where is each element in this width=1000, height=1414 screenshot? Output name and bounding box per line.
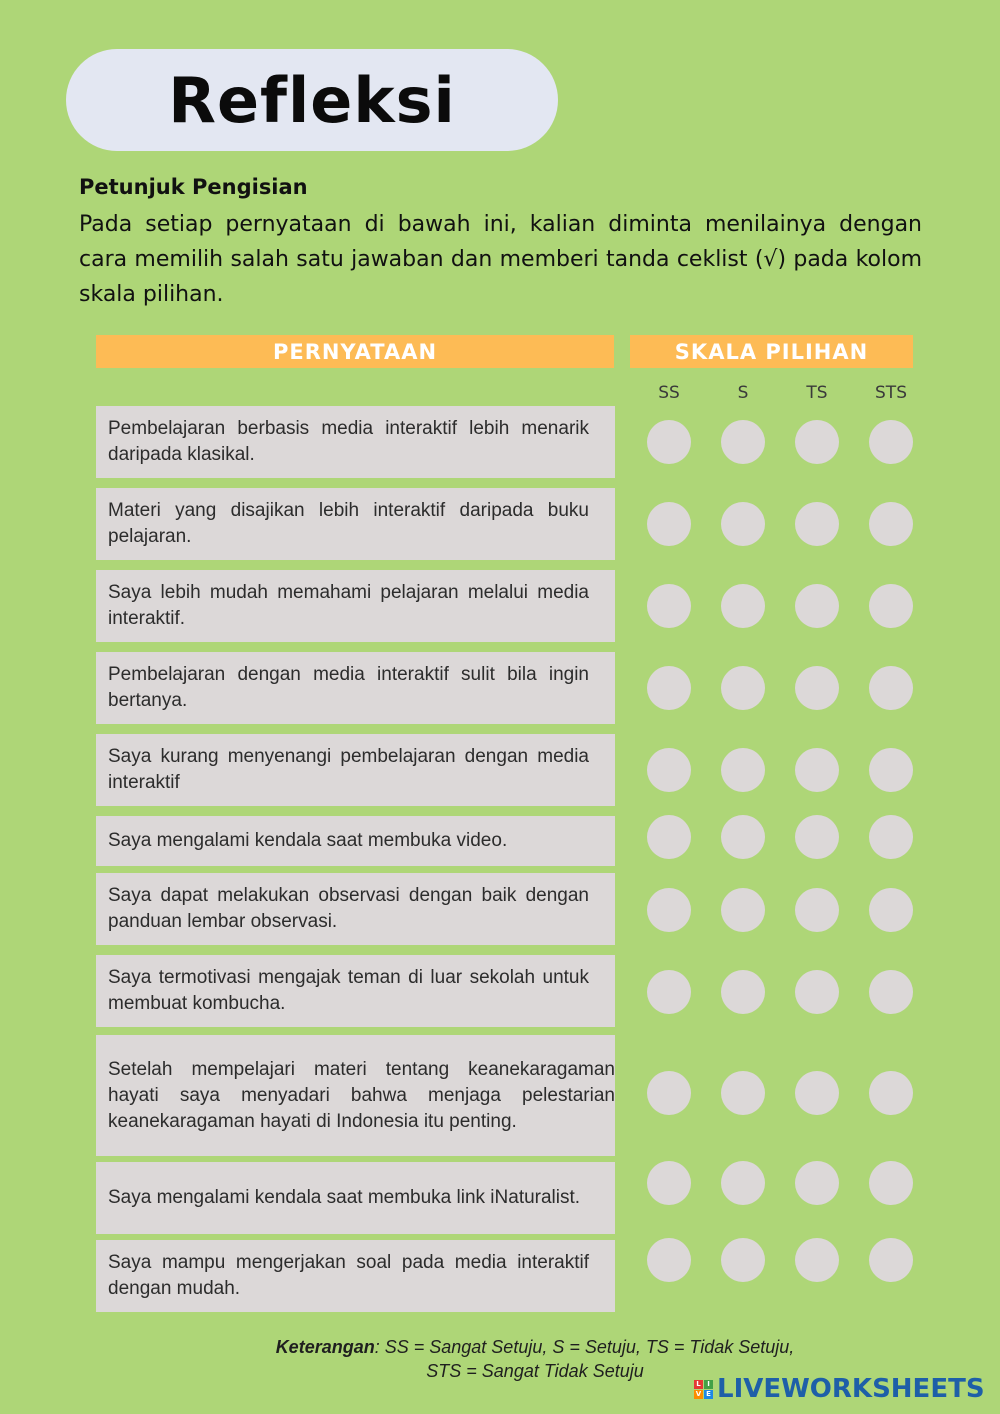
radio-ts[interactable] bbox=[795, 748, 839, 792]
radio-sts[interactable] bbox=[869, 748, 913, 792]
logo-letter: E bbox=[704, 1390, 713, 1399]
radio-ss[interactable] bbox=[647, 1071, 691, 1115]
legend-line-1 bbox=[0, 1335, 1000, 1359]
radio-sts[interactable] bbox=[869, 1161, 913, 1205]
statement-row-2 bbox=[96, 488, 615, 560]
statement-row-3 bbox=[96, 570, 615, 642]
statement-row-9 bbox=[96, 1035, 615, 1156]
radio-ts[interactable] bbox=[795, 584, 839, 628]
scale-label-ts: TS bbox=[806, 383, 828, 403]
statement-row-11 bbox=[96, 1240, 615, 1312]
radio-s[interactable] bbox=[721, 970, 765, 1014]
radio-s[interactable] bbox=[721, 888, 765, 932]
scale-label-sts: STS bbox=[875, 383, 907, 403]
radio-sts[interactable] bbox=[869, 888, 913, 932]
radio-ss[interactable] bbox=[647, 502, 691, 546]
radio-sts[interactable] bbox=[869, 1071, 913, 1115]
radio-ts[interactable] bbox=[795, 502, 839, 546]
radio-ts[interactable] bbox=[795, 1238, 839, 1282]
scale-label-ss: SS bbox=[658, 383, 680, 403]
radio-sts[interactable] bbox=[869, 420, 913, 464]
statement-text: Saya mampu mengerjakan soal pada media interaktif dengan mudah. bbox=[108, 1252, 589, 1299]
radio-s[interactable] bbox=[721, 1161, 765, 1205]
radio-ss[interactable] bbox=[647, 1161, 691, 1205]
brand-name: LIVEWORKSHEETS bbox=[717, 1374, 985, 1404]
statement-text: Saya termotivasi mengajak teman di luar sekolah untuk membuat kombucha. bbox=[108, 967, 589, 1014]
radio-ts[interactable] bbox=[795, 1161, 839, 1205]
liveworksheets-logo-icon bbox=[694, 1380, 713, 1399]
statement-text: Pembelajaran berbasis media interaktif lebih menarik daripada klasikal. bbox=[108, 418, 589, 465]
legend-line-2: STS = Sangat Tidak Setuju bbox=[426, 1361, 644, 1381]
radio-ss[interactable] bbox=[647, 970, 691, 1014]
logo-letter: V bbox=[695, 1389, 702, 1398]
liveworksheets-brand[interactable] bbox=[694, 1374, 985, 1404]
radio-ts[interactable] bbox=[795, 815, 839, 859]
statement-text: Saya kurang menyenangi pembelajaran dengan media interaktif bbox=[108, 746, 589, 793]
radio-s[interactable] bbox=[721, 748, 765, 792]
statement-row-6 bbox=[96, 816, 615, 866]
radio-s[interactable] bbox=[721, 420, 765, 464]
statement-row-1 bbox=[96, 406, 615, 478]
radio-sts[interactable] bbox=[869, 815, 913, 859]
statement-text: Materi yang disajikan lebih interaktif daripada buku pelajaran. bbox=[108, 500, 589, 547]
radio-ss[interactable] bbox=[647, 888, 691, 932]
legend-label: Keterangan bbox=[275, 1337, 375, 1357]
logo-letter: I bbox=[704, 1380, 713, 1389]
scale-label-s: S bbox=[737, 383, 749, 403]
statement-text: Saya mengalami kendala saat membuka video. bbox=[108, 830, 508, 851]
radio-ts[interactable] bbox=[795, 1071, 839, 1115]
radio-ts[interactable] bbox=[795, 970, 839, 1014]
radio-ss[interactable] bbox=[647, 815, 691, 859]
radio-sts[interactable] bbox=[869, 1238, 913, 1282]
radio-s[interactable] bbox=[721, 666, 765, 710]
radio-s[interactable] bbox=[721, 584, 765, 628]
statement-column-header: PERNYATAAN bbox=[96, 335, 614, 368]
scale-column-header: SKALA PILIHAN bbox=[630, 335, 913, 368]
radio-s[interactable] bbox=[721, 1238, 765, 1282]
radio-ss[interactable] bbox=[647, 584, 691, 628]
radio-ss[interactable] bbox=[647, 1238, 691, 1282]
instructions-heading: Petunjuk Pengisian bbox=[79, 175, 308, 199]
statement-row-8 bbox=[96, 955, 615, 1027]
statement-text: Saya dapat melakukan observasi dengan baik dengan panduan lembar observasi. bbox=[108, 885, 589, 932]
statement-row-7 bbox=[96, 873, 615, 945]
statement-text: Saya lebih mudah memahami pelajaran melalui media interaktif. bbox=[108, 582, 589, 629]
legend-text-1: : SS = Sangat Setuju, S = Setuju, TS = Tidak Setuju, bbox=[374, 1337, 795, 1357]
instructions-text: Pada setiap pernyataan di bawah ini, kalian diminta menilainya dengan cara memilih salah satu jawaban dan memberi tanda ceklist (√) pada kolom skala pilihan. bbox=[79, 212, 922, 307]
radio-sts[interactable] bbox=[869, 970, 913, 1014]
radio-ss[interactable] bbox=[647, 748, 691, 792]
radio-ss[interactable] bbox=[647, 420, 691, 464]
radio-ss[interactable] bbox=[647, 666, 691, 710]
statement-text: Pembelajaran dengan media interaktif sulit bila ingin bertanya. bbox=[108, 664, 589, 711]
radio-sts[interactable] bbox=[869, 502, 913, 546]
radio-ts[interactable] bbox=[795, 888, 839, 932]
statement-text: Setelah mempelajari materi tentang keanekaragaman hayati saya menyadari bahwa menjaga pelestarian keanekaragaman hayati di Indonesia itu penting. bbox=[108, 1058, 615, 1132]
statement-row-5 bbox=[96, 734, 615, 806]
statement-row-10 bbox=[96, 1162, 615, 1234]
page-title: Refleksi bbox=[168, 63, 456, 137]
radio-s[interactable] bbox=[721, 1071, 765, 1115]
radio-s[interactable] bbox=[721, 815, 765, 859]
statement-row-4 bbox=[96, 652, 615, 724]
logo-letter: L bbox=[694, 1380, 703, 1389]
title-banner bbox=[66, 49, 558, 151]
radio-ts[interactable] bbox=[795, 666, 839, 710]
radio-s[interactable] bbox=[721, 502, 765, 546]
radio-sts[interactable] bbox=[869, 584, 913, 628]
radio-sts[interactable] bbox=[869, 666, 913, 710]
statement-text: Saya mengalami kendala saat membuka link iNaturalist. bbox=[108, 1187, 581, 1208]
radio-ts[interactable] bbox=[795, 420, 839, 464]
